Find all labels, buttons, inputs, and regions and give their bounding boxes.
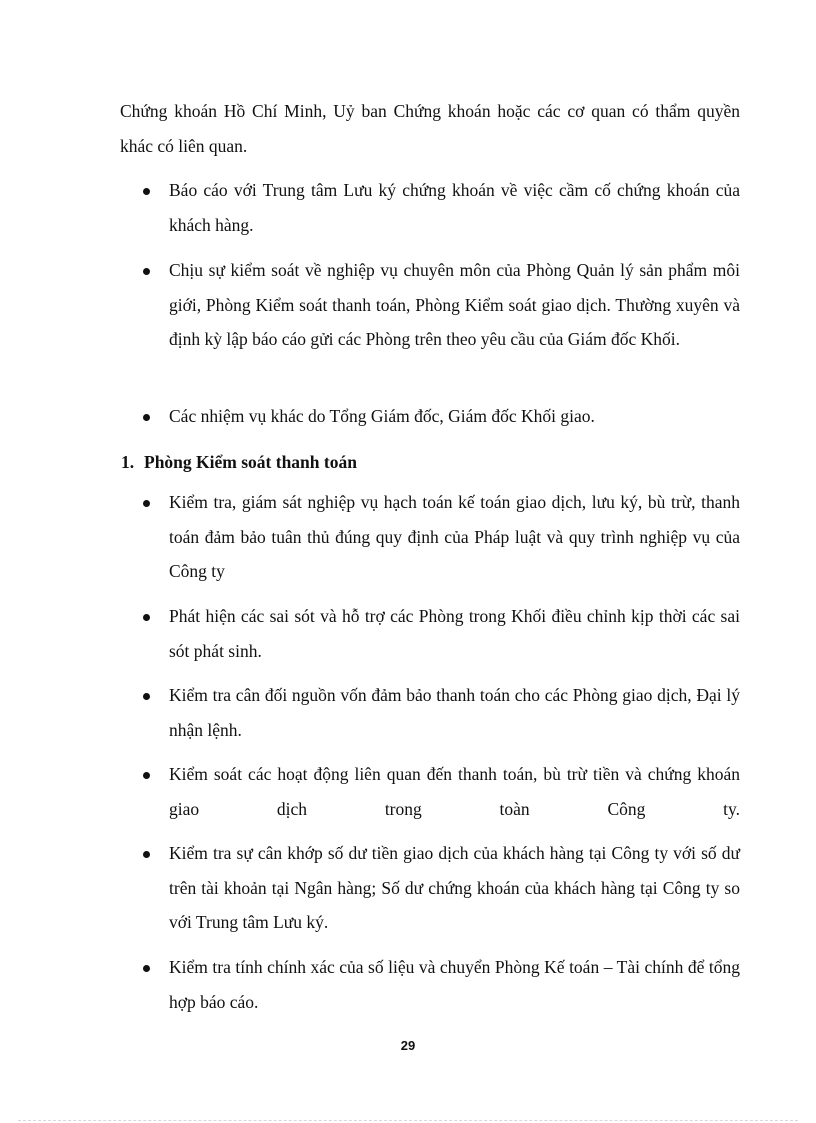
bullet-icon — [143, 772, 150, 779]
bullet-icon — [143, 693, 150, 700]
list-item-text: Chịu sự kiểm soát về nghiệp vụ chuyên môn của Phòng Quản lý sản phẩm môi giới, Phòng Kiểm soát thanh toán, Phòng Kiểm soát giao dịch. Thường xuyên và định kỳ lập báo cáo gửi các Phòng trên theo yêu cầu của Giám đốc Khối. — [169, 260, 740, 349]
list-item-text: Kiểm tra sự cân khớp số dư tiền giao dịch của khách hàng tại Công ty với số dư trên tài khoản tại Ngân hàng; Số dư chứng khoán của khách hàng tại Công ty so với Trung tâm Lưu ký. — [169, 843, 740, 932]
section-heading — [121, 445, 357, 479]
bullet-icon — [143, 500, 150, 507]
bullet-icon — [143, 188, 150, 195]
bullet-icon — [143, 614, 150, 621]
bullet-icon — [143, 414, 150, 421]
list-item-text: Kiểm tra cân đối nguồn vốn đảm bảo thanh toán cho các Phòng giao dịch, Đại lý nhận lệnh. — [169, 685, 740, 740]
list-item-text: Kiểm soát các hoạt động liên quan đến thanh toán, bù trừ tiền và chứng khoán giao dịch trong toàn Công ty. — [169, 764, 740, 819]
list-item-text: Kiểm tra tính chính xác của số liệu và chuyển Phòng Kế toán – Tài chính để tổng hợp báo cáo. — [169, 957, 740, 1012]
list-item-text: Báo cáo với Trung tâm Lưu ký chứng khoán về việc cầm cố chứng khoán của khách hàng. — [169, 180, 740, 235]
list-item-text: Phát hiện các sai sót và hỗ trợ các Phòng trong Khối điều chỉnh kịp thời các sai sót phát sinh. — [169, 606, 740, 661]
bullet-icon — [143, 965, 150, 972]
intro-paragraph: Chứng khoán Hồ Chí Minh, Uỷ ban Chứng khoán hoặc các cơ quan có thẩm quyền khác có liên quan. — [120, 101, 740, 156]
bullet-icon — [143, 851, 150, 858]
section-number: 1. — [121, 452, 135, 472]
section-title: Phòng Kiểm soát thanh toán — [144, 452, 357, 472]
page-number: 29 — [400, 1038, 416, 1053]
bullet-icon — [143, 268, 150, 275]
page-bottom-divider — [18, 1120, 798, 1121]
list-item-text: Các nhiệm vụ khác do Tổng Giám đốc, Giám đốc Khối giao. — [169, 406, 595, 426]
list-item-text: Kiểm tra, giám sát nghiệp vụ hạch toán kế toán giao dịch, lưu ký, bù trừ, thanh toán đảm bảo tuân thủ đúng quy định của Pháp luật và quy trình nghiệp vụ của Công ty — [169, 492, 740, 581]
